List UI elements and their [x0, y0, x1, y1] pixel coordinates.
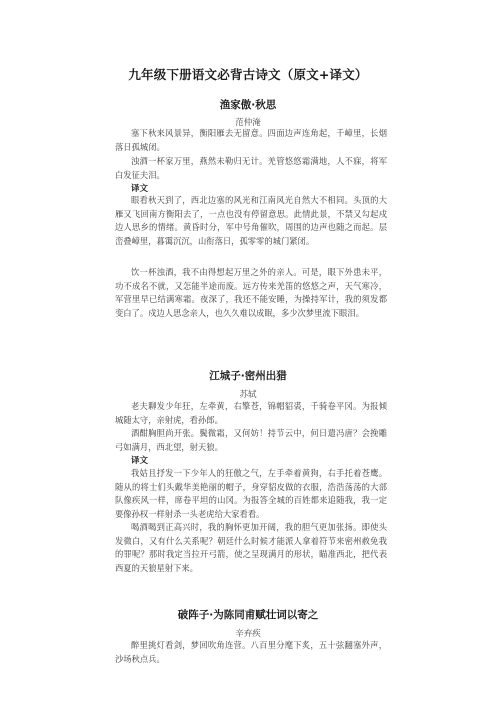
- poem-author: 辛弃疾: [235, 629, 261, 639]
- poem-original-paragraph: 浊酒一杯家万里，燕然未勒归无计。羌管悠悠霜满地，人不寐，将军白发征夫泪。: [115, 156, 387, 180]
- poem-author: 苏轼: [239, 390, 257, 400]
- poem-original-paragraph: 塞下秋来风景异，衡阳雁去无留意。四面边声连角起，千嶂里，长烟落日孤城闭。: [115, 128, 387, 152]
- poem-original-paragraph: 酒酣胸胆尚开张。鬓微霜，又何妨！持节云中，何日遣冯唐？会挽雕弓如满月，西北望，射天狼。: [115, 428, 387, 452]
- poem-original-paragraph: 老夫聊发少年狂，左牵黄，右擎苍，锦帽貂裘，千骑卷平冈。为报倾城随太守，亲射虎，看孙郎。: [115, 401, 387, 425]
- poem-title: 破阵子·为陈同甫赋壮词以寄之: [177, 609, 319, 621]
- translation-paragraph: 眼看秋天到了，西北边塞的风光和江南风光自然大不相同。头顶的大雁又飞回南方衡阳去了，一点也没有停留意思。此情此景，不禁又勾起戍边人思乡的情绪。黄昏时分，军中号角催吹，周围的边声也随之而起。层峦叠嶂里，暮霭沉沉，山衔落日，孤零零的城门紧闭。: [115, 195, 387, 246]
- document-title: 九年级下册语文必背古诗文（原文+译文）: [128, 67, 368, 82]
- translation-paragraph: 喝酒喝到正高兴时，我的胸怀更加开阔，我的胆气更加张扬。即使头发微白，又有什么关系呢？朝廷什么时候才能派人拿着符节来密州赦免我的罪呢？那时我定当拉开弓箭，使之呈现满月的形状，瞄准西北，把代表西夏的天狼星射下来。: [115, 522, 387, 573]
- poem-title: 江城子·密州出猎: [209, 370, 287, 382]
- poem-original-paragraph: 醉里挑灯看剑，梦回吹角连营。八百里分麾下炙，五十弦翻塞外声，沙场秋点兵。: [115, 640, 387, 664]
- poem-author: 范仲淹: [235, 118, 261, 128]
- translation-label: 译文: [131, 184, 149, 194]
- translation-paragraph: 我姑且抒发一下少年人的狂傲之气，左手牵着黄狗，右手托着苍鹰。随从的将士们头戴华美艳丽的帽子，身穿貂皮做的衣服，浩浩荡荡的大部队像疾风一样，席卷平坦的山冈。为报答全城的百姓都来追随我，我一定要像孙权一样射杀一头老虎给大家看看。: [115, 468, 387, 519]
- poem-title: 渔家傲·秋思: [219, 99, 277, 111]
- translation-label: 译文: [131, 456, 149, 466]
- translation-paragraph: 饮一杯浊酒，我不由得想起万里之外的亲人。可是，眼下外患未平，功不成名不就，又怎能半途而废。远方传来羌笛的悠悠之声，天气寒冷，军营里早已结满寒霜。夜深了，我还不能安睡，为操持军计，我的须发都变白了。戍边人思念亲人，也久久难以成眠，多少次梦里流下眼泪。: [115, 267, 387, 318]
